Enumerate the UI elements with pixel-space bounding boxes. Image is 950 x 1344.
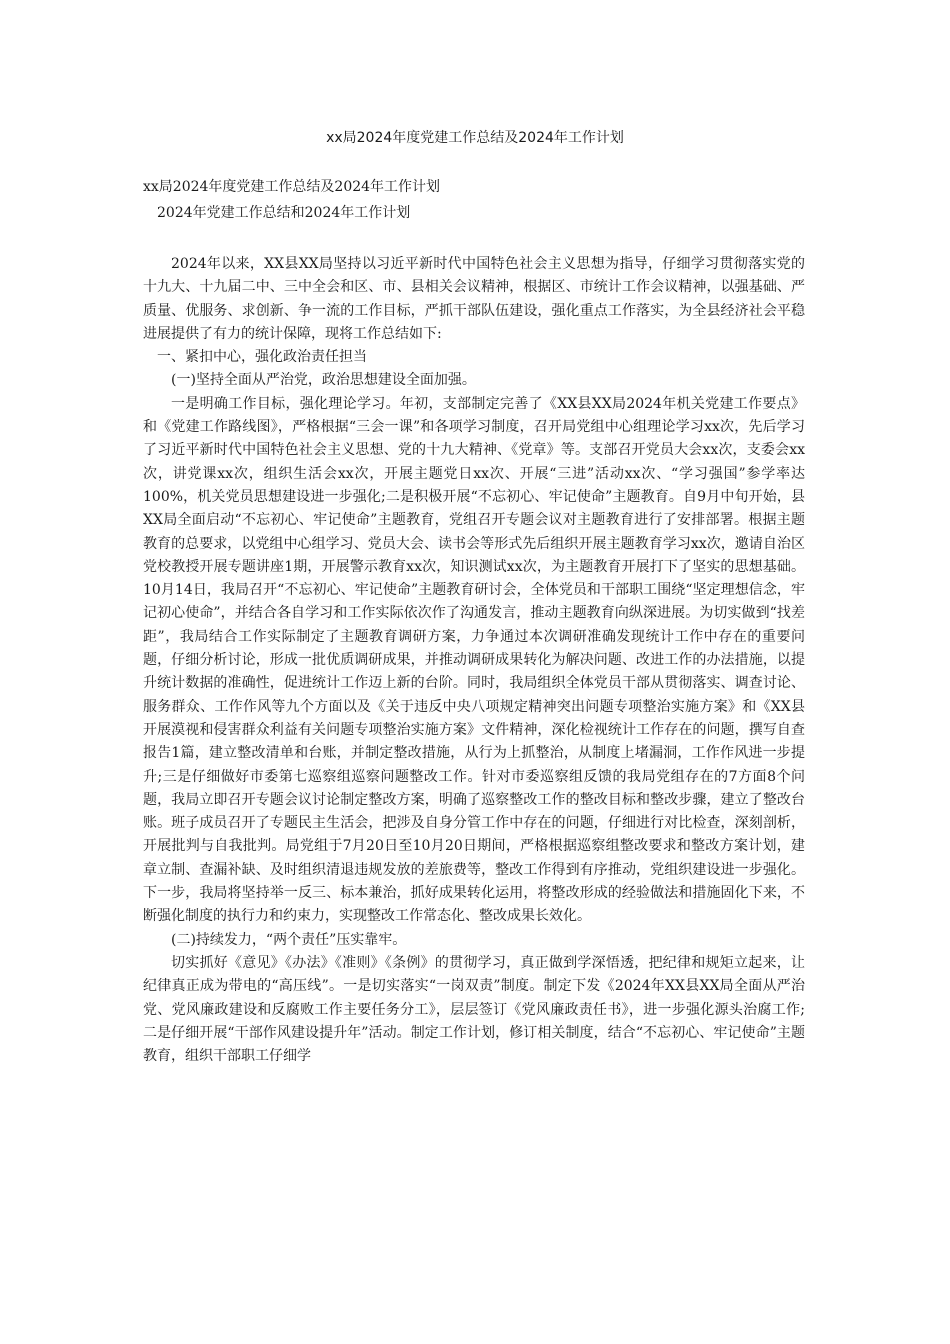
body-paragraph: 切实抓好《意见》《办法》《准则》《条例》的贯彻学习，真正做到学深悟透，把纪律和规矩立起来，让纪律真正成为带电的“高压线”。一是切实落实“一岗双责”制度。制定下发《2024年XX县XX局全面从严治党、党风廉政建设和反腐败工作主要任务分工》，层层签订《党风廉政责任书》，进一步强化源头治腐工作;二是仔细开展“干部作风建设提升年”活动。制定工作计划，修订相关制度，结合“不忘初心、牢记使命”主题教育，组织干部职工仔细学 — [143, 954, 805, 1065]
intro-paragraph: 2024年以来，XX县XX局坚持以习近平新时代中国特色社会主义思想为指导，仔细学习贯彻落实党的十九大、十九届二中、三中全会和区、市、县相关会议精神，根据区、市统计工作会议精神，以强基础、严质量、优服务、求创新、争一流的工作目标，严抓干部队伍建设，强化重点工作落实，为全县经济社会平稳进展提供了有力的统计保障，现将工作总结如下: — [143, 256, 805, 342]
document-title: xx局2024年度党建工作总结及2024年工作计划 — [326, 130, 624, 146]
subsection-heading: (二)持续发力，“两个责任”压实靠牢。 — [171, 931, 407, 948]
body-paragraph: 一是明确工作目标，强化理论学习。年初，支部制定完善了《XX县XX局2024年机关党建工作要点》和《党建工作路线图》，严格根据“三会一课”和各项学习制度，召开局党组中心组理论学习xx次，先后学习了习近平新时代中国特色社会主义思想、党的十九大精神、《党章》等。支部召开党员大会xx次，支委会xx次，讲党课xx次，组织生活会xx次，开展主题党日xx次、开展“三进”活动xx次、“学习强国”参学率达100%，机关党员思想建设进一步强化;二是积极开展“不忘初心、牢记使命”主题教育。自9月中旬开始，县XX局全面启动“不忘初心、牢记使命”主题教育，党组召开专题会议对主题教育进行了安排部署。根据主题教育的总要求，以党组中心组学习、党员大会、读书会等形式先后组织开展主题教育学习xx次，邀请自治区党校教授开展专题讲座1期，开展警示教育xx次，知识测试xx次，为主题教育开展打下了坚实的思想基础。10月14日，我局召开“不忘初心、牢记使命”主题教育研讨会，全体党员和干部职工围绕“坚定理想信念，牢记初心使命”，并结合各自学习和工作实际依次作了沟通发言，推动主题教育向纵深进展。为切实做到“找差距”，我局结合工作实际制定了主题教育调研方案，力争通过本次调研准确发现统计工作中存在的重要问题，仔细分析讨论，形成一批优质调研成果，并推动调研成果转化为解决问题、改进工作的办法措施，以提升统计数据的准确性，促进统计工作迈上新的台阶。同时，我局组织全体党员干部从贯彻落实、调查讨论、服务群众、工作作风等九个方面以及《关于违反中央八项规定精神突出问题专项整治实施方案》和《XX县开展漠视和侵害群众利益有关问题专项整治实施方案》文件精神，深化检视统计工作存在的问题，撰写自查报告1篇，建立整改清单和台账，并制定整改措施，从行为上抓整治，从制度上堵漏洞，工作作风进一步提升;三是仔细做好市委第七巡察组巡察问题整改工作。针对市委巡察组反馈的我局党组存在的7方面8个问题，我局立即召开专题会议讨论制定整改方案，明确了巡察整改工作的整改目标和整改步骤，建立了整改台账。班子成员召开了专题民主生活会，把涉及自身分管工作中存在的问题，仔细进行对比检查，深刻剖析，开展批判与自我批判。局党组于7月20日至10月20日期间，严格根据巡察组整改要求和整改方案计划，建章立制、查漏补缺、及时组织清退违规发放的差旅费等，整改工作得到有序推动，党组织建设进一步强化。下一步，我局将坚持举一反三、标本兼治，抓好成果转化运用，将整改形成的经验做法和措施固化下来，不断强化制度的执行力和约束力，实现整改工作常态化、整改成果长效化。 — [143, 395, 805, 925]
document-subtitle: xx局2024年度党建工作总结及2024年工作计划 — [143, 179, 441, 195]
section-heading: 一、紧扣中心，强化政治责任担当 — [157, 349, 367, 366]
document-subtitle-secondary: 2024年党建工作总结和2024年工作计划 — [157, 205, 411, 221]
document-body — [143, 253, 805, 1068]
subsection-heading: (一)坚持全面从严治党，政治思想建设全面加强。 — [171, 372, 476, 389]
